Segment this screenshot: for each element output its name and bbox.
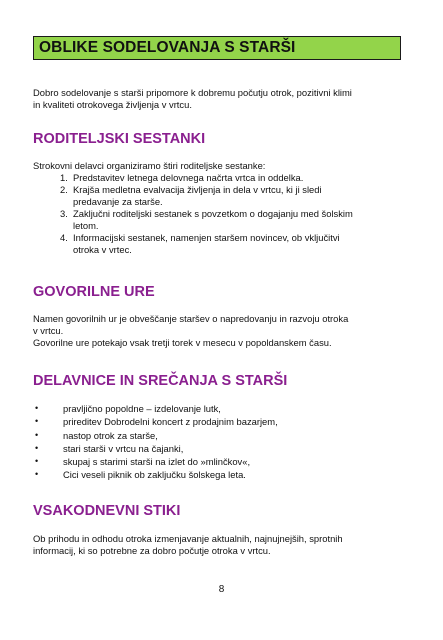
paragraph-line: v vrtcu. xyxy=(33,325,64,336)
section-heading-govorilne-ure: GOVORILNE URE xyxy=(33,284,155,300)
bullet-icon: • xyxy=(35,429,39,440)
list-item-text: otroka v vrtec. xyxy=(73,244,132,255)
list-item-text: pravljično popoldne – izdelovanje lutk, xyxy=(63,403,221,414)
page-title: OBLIKE SODELOVANJA S STARŠI xyxy=(39,39,296,56)
list-item xyxy=(33,468,413,481)
section-heading-roditeljski-sestanki: RODITELJSKI SESTANKI xyxy=(33,131,206,147)
list-number: 1. xyxy=(60,172,68,183)
intro-paragraph xyxy=(33,87,413,111)
bullet-icon: • xyxy=(35,469,39,480)
roditeljski-intro-line: Strokovni delavci organiziramo štiri roditeljske sestanke: xyxy=(33,160,266,171)
list-item-text: Krajša medletna evalvacija življenja in dela v vrtcu, ki ji sledi xyxy=(73,184,322,195)
section-heading-vsakodnevni-stiki: VSAKODNEVNI STIKI xyxy=(33,503,181,519)
list-item xyxy=(33,184,413,208)
list-item-text: skupaj s starimi starši na izlet do »mlinčkov«, xyxy=(63,456,251,468)
vsakodnevni-paragraph xyxy=(33,533,413,557)
list-item-text: predavanje za starše. xyxy=(73,196,163,207)
intro-line: in kvaliteti otrokovega življenja v vrtcu. xyxy=(33,99,192,110)
bullet-icon: • xyxy=(35,403,39,413)
list-item-text: Cici veseli piknik ob zaključku šolskega leta. xyxy=(63,469,246,481)
delavnice-list xyxy=(33,402,413,482)
list-item-text: Zaključni roditeljski sestanek s povzetkom o dogajanju med šolskim xyxy=(73,208,353,219)
page-number: 8 xyxy=(218,584,225,595)
paragraph-line: informacij, ki so potrebne za dobro počutje otroka v vrtcu. xyxy=(33,545,271,556)
bullet-icon: • xyxy=(35,456,39,467)
list-item xyxy=(33,442,413,455)
list-item xyxy=(33,415,413,428)
list-item-text: prireditev Dobrodelni koncert z prodajnim bazarjem, xyxy=(63,416,278,428)
list-item xyxy=(33,402,413,415)
paragraph-line: Namen govorilnih ur je obveščanje staršev o napredovanju in razvoju otroka xyxy=(33,313,349,324)
section-heading-delavnice: DELAVNICE IN SREČANJA S STARŠI xyxy=(33,373,288,389)
list-item xyxy=(33,429,413,442)
bullet-icon: • xyxy=(35,416,39,427)
list-item-text: nastop otrok za starše, xyxy=(63,429,158,441)
list-item xyxy=(33,232,413,256)
list-item-text: stari starši v vrtcu na čajanki, xyxy=(63,442,184,454)
paragraph-line: Ob prihodu in odhodu otroka izmenjavanje aktualnih, najnujnejših, sprotnih xyxy=(33,533,343,544)
roditeljski-intro xyxy=(33,160,413,172)
list-item xyxy=(33,455,413,468)
list-item-text: letom. xyxy=(73,220,99,231)
intro-line: Dobro sodelovanje s starši pripomore k dobremu počutju otrok, pozitivni klimi xyxy=(33,87,352,98)
roditeljski-list xyxy=(33,172,413,256)
paragraph-line: Govorilne ure potekajo vsak tretji torek v mesecu v popoldanskem času. xyxy=(33,337,332,348)
list-item-text: Predstavitev letnega delovnega načrta vrtca in oddelka. xyxy=(73,172,304,183)
list-number: 3. xyxy=(60,208,68,219)
title-banner xyxy=(33,36,401,60)
list-number: 4. xyxy=(60,232,68,243)
list-number: 2. xyxy=(60,184,68,195)
bullet-icon: • xyxy=(35,442,39,453)
govorilne-paragraph xyxy=(33,313,413,349)
list-item-text: Informacijski sestanek, namenjen staršem novincev, ob vključitvi xyxy=(73,232,340,243)
list-item xyxy=(33,208,413,232)
list-item xyxy=(33,172,413,184)
